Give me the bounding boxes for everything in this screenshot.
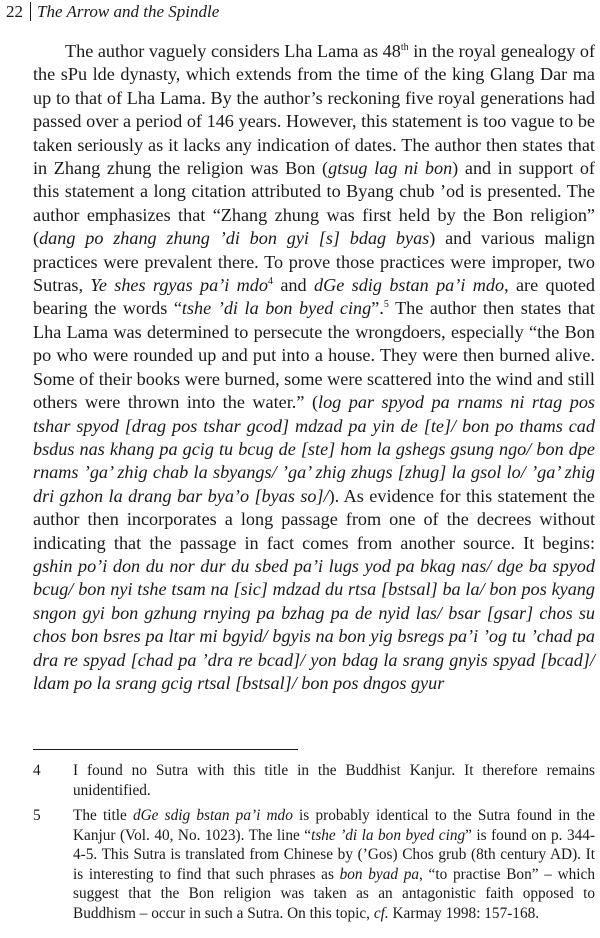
footnote-text <box>73 761 595 800</box>
sutra-title: dGe sdig bstan pa’i mdo <box>313 275 505 296</box>
sutra-title: Ye shes rgyas pa’i mdo <box>90 275 268 296</box>
text-run: ” is found on p. 344-4-5. This Sutra is translated from Chinese by (’Gos) Chos grub (8th century AD). It is interesting to find that such phrases as <box>73 826 595 883</box>
paragraph <box>33 40 595 695</box>
sutra-title: dGe sdig bstan pa’i mdo <box>132 807 293 824</box>
tibetan-passage: gshin po’i don du nor dur du sbed pa’i lugs yod pa bkag nas/ dge ba spyod bcug/ bon nyi tshe tsam na [sic] mdzad du rtsa [bstsal] ba la/ bon pos kyang sngon gyi bon gzhung rnying pa bzhag pa de nyid las/ bsar [gsar] chos su chos bon bsres pa ltar mi bgyid/ bgyis na bon yig bsregs pa’i ’og tu ’chad pa dra re spyad [chad pa ’dra re bcad]/ yon bdag la srang gnyis spyad [bcad]/ ldam po la srang gcig rtsal [bstsal]/ bon pos dngos gyur <box>33 555 595 693</box>
text-run: The author then states that Lha Lama was determined to persecute the wrongdoers, especially “the Bon po who were rounded up and put into a house. They were then burned alive. Some of their books were burned, some were scattered into the wind and still others were thrown into the water.” ( <box>33 298 595 413</box>
text-run: in the royal genealogy of the sPu lde dynasty, which extends from the time of the king Glang Dar ma up to that of Lha Lama. By the author’s reckoning five royal generations had passed over a period of 146 years. However, this statement is too vague to be taken seriously as it lacks any indication of dates. The author then states that in Zhang zhung the religion was Bon ( <box>33 41 596 179</box>
footnote-ref-5[interactable]: 5 <box>383 299 389 311</box>
footnote-number: 5 <box>33 807 41 824</box>
text-run: The author vaguely considers Lha Lama as 48 <box>65 41 401 61</box>
text-run: ) and various malign practices were prevalent there. To prove those practices were improper, two Sutras, <box>33 228 595 296</box>
tibetan-quote: tshe ’di la bon byed cing <box>181 298 372 319</box>
text-run: ”. <box>371 298 384 319</box>
tibetan-quote: tshe ’di la bon byed cing <box>311 826 466 844</box>
footnote-5 <box>33 806 595 923</box>
footnote-separator <box>33 749 298 750</box>
tibetan-term: gtsug lag ni bon <box>328 158 453 179</box>
text-run: I found no Sutra with this title in the Buddhist Kanjur. It therefore remains unidentified. <box>73 762 595 799</box>
text-run: and <box>273 275 314 296</box>
text-run: Karmay 1998: 157-168. <box>388 904 540 922</box>
text-run: , “to practise Bon” – which suggest that the Bon religion was taken as an antagonistic faith opposed to Buddhism – occur in such a Sutra. On this topic, <box>73 865 595 922</box>
text-run: is probably identical to the Sutra found in the Kanjur (Vol. 40, No. 1023). The line “ <box>73 807 595 844</box>
ordinal-suffix: th <box>400 42 409 53</box>
footnote-4 <box>33 761 595 800</box>
running-header <box>6 1 219 23</box>
book-title: The Arrow and the Spindle <box>37 2 220 21</box>
main-text <box>33 40 595 695</box>
tibetan-term: bon byad pa <box>339 865 420 883</box>
text-run: ). As evidence for this statement the author then incorporates a long passage from one of the decrees without indicating that the passage in fact comes from another source. It begins: <box>33 485 595 553</box>
tibetan-passage: log par spyod pa rnams ni rtag pos tshar spyod [drag pos tshar gcod] mdzad pa yin de [te]/ bon po thams cad bsdus nas khang pa gcig tu bcug de [ste] hom la gshegs gsung ngo/ bon dpe rnams ’ga’ zhig chab la sbyangs/ ’ga’ zhig zhugs [zhug] la gsol lo/ ’ga’ zhig dri gzhon la drang bar bya’o [byas so]/ <box>33 392 595 506</box>
text-run: , are quoted bearing the words “ <box>33 275 596 319</box>
page-number: 22 <box>6 2 23 21</box>
header-divider <box>30 2 31 21</box>
footnote-text <box>73 806 595 923</box>
text-run: The title <box>73 807 133 824</box>
text-run: ) and in support of this statement a long citation attributed to Byang chub ’od is presented. The author emphasizes that “Zhang zhung was first held by the Bon religion” ( <box>33 158 595 249</box>
cf-abbreviation: cf. <box>373 904 389 922</box>
footnote-number: 4 <box>33 762 41 779</box>
footnote-ref-4[interactable]: 4 <box>268 276 273 288</box>
tibetan-term: dang po zhang zhung ’di bon gyi [s] bdag byas <box>39 228 430 249</box>
